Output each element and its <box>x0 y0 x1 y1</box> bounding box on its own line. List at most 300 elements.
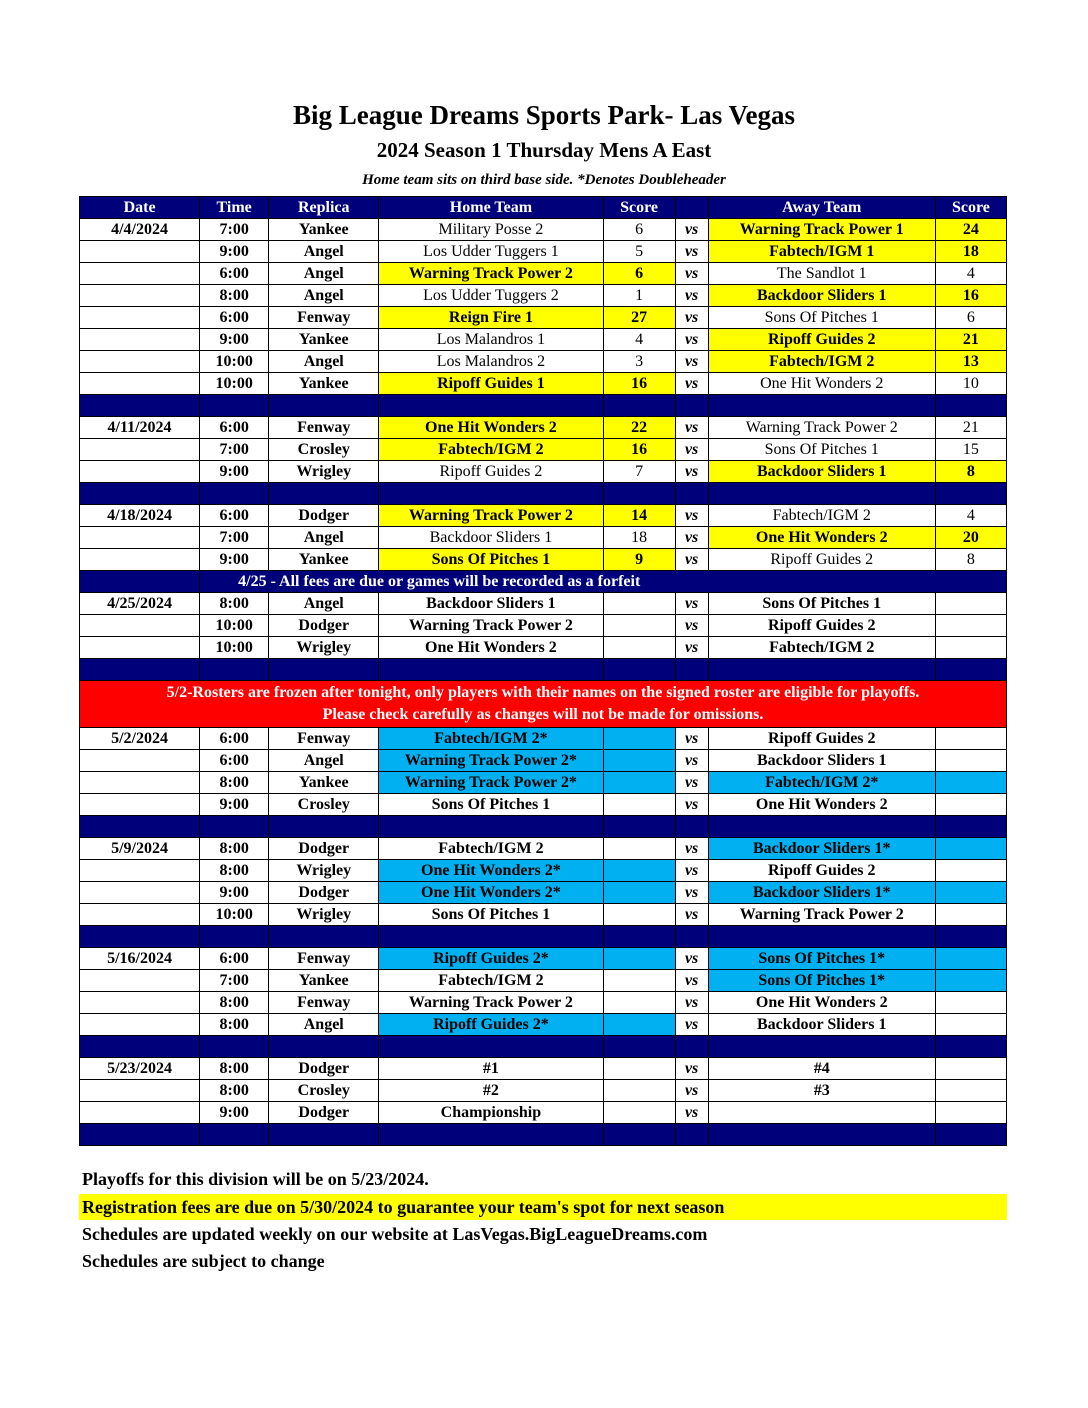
week-separator-row <box>80 659 1007 681</box>
table-row <box>80 263 1007 285</box>
roster-alert-line-1: 5/2-Rosters are frozen after tonight, only players with their names on the signed roster are eligible for playoffs. <box>166 684 920 701</box>
home-score: 6 <box>603 219 675 241</box>
away-score: 18 <box>935 241 1006 263</box>
table-row <box>80 772 1007 794</box>
home-team: One Hit Wonders 2 <box>379 417 603 439</box>
game-replica: Wrigley <box>269 860 379 882</box>
away-team: Backdoor Sliders 1* <box>708 838 935 860</box>
separator-cell <box>80 659 200 681</box>
home-score: 22 <box>603 417 675 439</box>
away-score <box>935 860 1006 882</box>
game-time: 6:00 <box>200 263 269 285</box>
separator-cell <box>603 1124 675 1146</box>
away-team: Backdoor Sliders 1 <box>708 750 935 772</box>
game-date <box>80 461 200 483</box>
home-team: Ripoff Guides 2* <box>379 1014 603 1036</box>
home-score: 5 <box>603 241 675 263</box>
schedule-table <box>79 196 1007 1146</box>
separator-cell <box>269 1036 379 1058</box>
game-replica: Angel <box>269 593 379 615</box>
table-row <box>80 970 1007 992</box>
col-away-team-header: Away Team <box>708 197 935 219</box>
away-team: Warning Track Power 2 <box>708 904 935 926</box>
table-row <box>80 285 1007 307</box>
game-time: 10:00 <box>200 351 269 373</box>
home-team: One Hit Wonders 2* <box>379 882 603 904</box>
separator-cell <box>935 659 1006 681</box>
table-row <box>80 1058 1007 1080</box>
game-date: 5/23/2024 <box>80 1058 200 1080</box>
vs-label: vs <box>675 593 708 615</box>
table-row <box>80 1080 1007 1102</box>
playoffs-note-text: Playoffs for this division will be on 5/23/2024. <box>82 1169 429 1189</box>
away-score: 15 <box>935 439 1006 461</box>
separator-cell <box>379 395 603 417</box>
away-score <box>935 904 1006 926</box>
vs-label: vs <box>675 1080 708 1102</box>
away-score <box>935 593 1006 615</box>
home-team: Warning Track Power 2* <box>379 772 603 794</box>
game-time: 9:00 <box>200 794 269 816</box>
game-replica: Fenway <box>269 307 379 329</box>
away-score <box>935 838 1006 860</box>
home-team: #2 <box>379 1080 603 1102</box>
separator-cell <box>80 1124 200 1146</box>
home-team: Los Malandros 2 <box>379 351 603 373</box>
table-row <box>80 794 1007 816</box>
table-row <box>80 373 1007 395</box>
separator-cell <box>80 395 200 417</box>
game-replica: Angel <box>269 263 379 285</box>
page-subtitle: 2024 Season 1 Thursday Mens A East <box>376 138 712 162</box>
home-score: 6 <box>603 263 675 285</box>
table-row <box>80 241 1007 263</box>
fees-banner: 4/25 - All fees are due or games will be recorded as a forfeit <box>200 571 1007 593</box>
table-row <box>80 439 1007 461</box>
separator-cell <box>708 395 935 417</box>
game-date <box>80 1080 200 1102</box>
game-date: 5/9/2024 <box>80 838 200 860</box>
away-team: #3 <box>708 1080 935 1102</box>
away-score <box>935 728 1006 750</box>
separator-cell <box>708 483 935 505</box>
game-time: 9:00 <box>200 549 269 571</box>
away-score: 4 <box>935 505 1006 527</box>
vs-label: vs <box>675 1058 708 1080</box>
roster-alert-row <box>80 681 1007 728</box>
separator-cell <box>935 483 1006 505</box>
game-replica: Dodger <box>269 882 379 904</box>
away-score: 16 <box>935 285 1006 307</box>
game-date: 5/2/2024 <box>80 728 200 750</box>
fees-banner-row <box>80 571 1007 593</box>
game-replica: Yankee <box>269 970 379 992</box>
separator-cell <box>708 1036 935 1058</box>
website-note <box>79 1221 1007 1247</box>
game-replica: Yankee <box>269 373 379 395</box>
vs-label: vs <box>675 794 708 816</box>
home-score: 7 <box>603 461 675 483</box>
game-replica: Dodger <box>269 838 379 860</box>
home-team: One Hit Wonders 2* <box>379 860 603 882</box>
game-replica: Dodger <box>269 1058 379 1080</box>
game-time: 7:00 <box>200 439 269 461</box>
away-team: Backdoor Sliders 1 <box>708 461 935 483</box>
col-time-header: Time <box>200 197 269 219</box>
home-score <box>603 750 675 772</box>
home-score <box>603 1058 675 1080</box>
game-date <box>80 263 200 285</box>
game-date <box>80 750 200 772</box>
game-date <box>80 527 200 549</box>
separator-cell <box>200 395 269 417</box>
game-date <box>80 615 200 637</box>
game-date <box>80 970 200 992</box>
table-row <box>80 1102 1007 1124</box>
home-score: 27 <box>603 307 675 329</box>
home-score <box>603 860 675 882</box>
game-date <box>80 329 200 351</box>
away-team <box>708 1102 935 1124</box>
separator-cell <box>379 483 603 505</box>
away-team: Ripoff Guides 2 <box>708 728 935 750</box>
away-score <box>935 1080 1006 1102</box>
home-team: Fabtech/IGM 2 <box>379 439 603 461</box>
table-row <box>80 527 1007 549</box>
game-replica: Yankee <box>269 772 379 794</box>
vs-label: vs <box>675 992 708 1014</box>
game-time: 9:00 <box>200 461 269 483</box>
game-date: 4/4/2024 <box>80 219 200 241</box>
vs-label: vs <box>675 307 708 329</box>
table-row <box>80 417 1007 439</box>
game-date: 5/16/2024 <box>80 948 200 970</box>
separator-cell <box>80 816 200 838</box>
away-score: 6 <box>935 307 1006 329</box>
away-score <box>935 615 1006 637</box>
away-score <box>935 882 1006 904</box>
game-replica: Wrigley <box>269 904 379 926</box>
game-replica: Wrigley <box>269 637 379 659</box>
away-team: Fabtech/IGM 2* <box>708 772 935 794</box>
table-row <box>80 615 1007 637</box>
vs-label: vs <box>675 549 708 571</box>
week-separator-row <box>80 483 1007 505</box>
separator-cell <box>603 816 675 838</box>
game-time: 10:00 <box>200 904 269 926</box>
game-time: 8:00 <box>200 285 269 307</box>
home-score <box>603 882 675 904</box>
website-note-text: Schedules are updated weekly on our website at LasVegas.BigLeagueDreams.com <box>82 1224 708 1244</box>
game-date <box>80 1102 200 1124</box>
game-date <box>80 794 200 816</box>
game-date <box>80 549 200 571</box>
vs-label: vs <box>675 505 708 527</box>
game-replica: Angel <box>269 750 379 772</box>
home-team: Fabtech/IGM 2 <box>379 838 603 860</box>
game-date <box>80 772 200 794</box>
game-replica: Crosley <box>269 1080 379 1102</box>
game-time: 8:00 <box>200 992 269 1014</box>
game-date <box>80 637 200 659</box>
vs-label: vs <box>675 351 708 373</box>
home-team: Backdoor Sliders 1 <box>379 593 603 615</box>
game-date <box>80 1014 200 1036</box>
separator-cell <box>603 659 675 681</box>
vs-label: vs <box>675 241 708 263</box>
game-time: 8:00 <box>200 860 269 882</box>
table-row <box>80 307 1007 329</box>
game-time: 10:00 <box>200 637 269 659</box>
separator-cell <box>379 1036 603 1058</box>
game-replica: Fenway <box>269 948 379 970</box>
away-team: Fabtech/IGM 1 <box>708 241 935 263</box>
away-score <box>935 1014 1006 1036</box>
home-team: Warning Track Power 2 <box>379 263 603 285</box>
separator-cell <box>935 1036 1006 1058</box>
table-row <box>80 728 1007 750</box>
home-score: 3 <box>603 351 675 373</box>
week-separator-row <box>80 816 1007 838</box>
game-time: 8:00 <box>200 1014 269 1036</box>
home-team: Warning Track Power 2 <box>379 615 603 637</box>
away-score <box>935 970 1006 992</box>
spacer-cell <box>80 571 200 593</box>
game-time: 9:00 <box>200 1102 269 1124</box>
away-team: Sons Of Pitches 1 <box>708 307 935 329</box>
home-team: #1 <box>379 1058 603 1080</box>
vs-label: vs <box>675 772 708 794</box>
away-team: Sons Of Pitches 1 <box>708 593 935 615</box>
away-team: One Hit Wonders 2 <box>708 373 935 395</box>
away-team: Ripoff Guides 2 <box>708 329 935 351</box>
table-row <box>80 329 1007 351</box>
game-replica: Angel <box>269 285 379 307</box>
away-score <box>935 1058 1006 1080</box>
away-team: Sons Of Pitches 1 <box>708 439 935 461</box>
home-team: Ripoff Guides 2 <box>379 461 603 483</box>
home-score <box>603 948 675 970</box>
game-replica: Yankee <box>269 549 379 571</box>
separator-cell <box>269 1124 379 1146</box>
home-team: Los Malandros 1 <box>379 329 603 351</box>
game-date <box>80 351 200 373</box>
game-date <box>80 439 200 461</box>
game-time: 10:00 <box>200 373 269 395</box>
away-team: One Hit Wonders 2 <box>708 794 935 816</box>
vs-label: vs <box>675 439 708 461</box>
home-team: Ripoff Guides 2* <box>379 948 603 970</box>
home-score <box>603 615 675 637</box>
separator-cell <box>200 816 269 838</box>
separator-cell <box>200 483 269 505</box>
game-replica: Fenway <box>269 728 379 750</box>
away-score <box>935 992 1006 1014</box>
table-row <box>80 593 1007 615</box>
game-time: 6:00 <box>200 948 269 970</box>
separator-cell <box>675 926 708 948</box>
col-away-score-header: Score <box>935 197 1006 219</box>
home-team: Ripoff Guides 1 <box>379 373 603 395</box>
game-date: 4/18/2024 <box>80 505 200 527</box>
separator-cell <box>379 1124 603 1146</box>
home-score <box>603 794 675 816</box>
separator-cell <box>708 659 935 681</box>
away-team: Fabtech/IGM 2 <box>708 351 935 373</box>
away-team: Ripoff Guides 2 <box>708 615 935 637</box>
game-replica: Fenway <box>269 992 379 1014</box>
game-date <box>80 285 200 307</box>
table-row <box>80 904 1007 926</box>
table-row <box>80 637 1007 659</box>
separator-cell <box>269 816 379 838</box>
table-row <box>80 860 1007 882</box>
week-separator-row <box>80 926 1007 948</box>
game-replica: Dodger <box>269 615 379 637</box>
table-row <box>80 1014 1007 1036</box>
home-team: Sons Of Pitches 1 <box>379 904 603 926</box>
separator-cell <box>80 926 200 948</box>
home-score: 14 <box>603 505 675 527</box>
game-replica: Fenway <box>269 417 379 439</box>
vs-label: vs <box>675 948 708 970</box>
away-team: Backdoor Sliders 1 <box>708 1014 935 1036</box>
game-replica: Angel <box>269 1014 379 1036</box>
separator-cell <box>603 395 675 417</box>
week-separator-row <box>80 395 1007 417</box>
table-row <box>80 992 1007 1014</box>
separator-cell <box>269 395 379 417</box>
home-score: 18 <box>603 527 675 549</box>
game-date <box>80 307 200 329</box>
away-team: Warning Track Power 2 <box>708 417 935 439</box>
game-time: 6:00 <box>200 750 269 772</box>
col-date-header: Date <box>80 197 200 219</box>
home-team: Warning Track Power 2 <box>379 992 603 1014</box>
game-replica: Angel <box>269 351 379 373</box>
vs-label: vs <box>675 417 708 439</box>
vs-label: vs <box>675 1014 708 1036</box>
away-team: Ripoff Guides 2 <box>708 860 935 882</box>
game-date <box>80 860 200 882</box>
away-score: 21 <box>935 329 1006 351</box>
away-team: Fabtech/IGM 2 <box>708 637 935 659</box>
home-score: 4 <box>603 329 675 351</box>
game-replica: Yankee <box>269 329 379 351</box>
separator-cell <box>80 483 200 505</box>
table-row <box>80 882 1007 904</box>
col-home-score-header: Score <box>603 197 675 219</box>
col-home-team-header: Home Team <box>379 197 603 219</box>
game-time: 9:00 <box>200 241 269 263</box>
game-date: 4/11/2024 <box>80 417 200 439</box>
away-score <box>935 772 1006 794</box>
separator-cell <box>379 926 603 948</box>
home-score <box>603 992 675 1014</box>
away-team: Backdoor Sliders 1* <box>708 882 935 904</box>
home-team: Military Posse 2 <box>379 219 603 241</box>
separator-cell <box>935 816 1006 838</box>
header-note: Home team sits on third base side. *Denotes Doubleheader <box>362 172 726 188</box>
table-row <box>80 750 1007 772</box>
home-score: 16 <box>603 439 675 461</box>
table-row <box>80 549 1007 571</box>
vs-label: vs <box>675 637 708 659</box>
separator-cell <box>80 1036 200 1058</box>
game-date <box>80 882 200 904</box>
game-replica: Angel <box>269 527 379 549</box>
away-score <box>935 637 1006 659</box>
vs-label: vs <box>675 728 708 750</box>
separator-cell <box>675 1036 708 1058</box>
table-row <box>80 505 1007 527</box>
separator-cell <box>675 816 708 838</box>
vs-label: vs <box>675 838 708 860</box>
separator-cell <box>200 926 269 948</box>
vs-label: vs <box>675 461 708 483</box>
header-row <box>80 197 1007 219</box>
vs-label: vs <box>675 329 708 351</box>
away-score: 24 <box>935 219 1006 241</box>
home-team: Sons Of Pitches 1 <box>379 794 603 816</box>
separator-cell <box>200 1124 269 1146</box>
away-team: One Hit Wonders 2 <box>708 992 935 1014</box>
separator-cell <box>935 395 1006 417</box>
away-team: Sons Of Pitches 1* <box>708 970 935 992</box>
home-team: Warning Track Power 2 <box>379 505 603 527</box>
away-score: 21 <box>935 417 1006 439</box>
separator-cell <box>675 483 708 505</box>
separator-cell <box>708 926 935 948</box>
game-replica: Yankee <box>269 219 379 241</box>
game-time: 6:00 <box>200 728 269 750</box>
home-score <box>603 728 675 750</box>
vs-label: vs <box>675 285 708 307</box>
home-team: Los Udder Tuggers 1 <box>379 241 603 263</box>
away-score <box>935 948 1006 970</box>
game-time: 8:00 <box>200 838 269 860</box>
game-time: 8:00 <box>200 1080 269 1102</box>
home-team: One Hit Wonders 2 <box>379 637 603 659</box>
home-score <box>603 1102 675 1124</box>
game-date <box>80 992 200 1014</box>
game-replica: Crosley <box>269 439 379 461</box>
home-score <box>603 904 675 926</box>
vs-label: vs <box>675 219 708 241</box>
playoffs-note <box>79 1166 1007 1192</box>
week-separator-row <box>80 1124 1007 1146</box>
separator-cell <box>269 926 379 948</box>
table-row <box>80 461 1007 483</box>
game-date: 4/25/2024 <box>80 593 200 615</box>
game-date <box>80 904 200 926</box>
col-vs-header <box>675 197 708 219</box>
home-team: Warning Track Power 2* <box>379 750 603 772</box>
week-separator-row <box>80 1036 1007 1058</box>
separator-cell <box>269 659 379 681</box>
away-team: #4 <box>708 1058 935 1080</box>
home-score: 16 <box>603 373 675 395</box>
away-team: The Sandlot 1 <box>708 263 935 285</box>
home-team: Backdoor Sliders 1 <box>379 527 603 549</box>
game-time: 7:00 <box>200 970 269 992</box>
home-team: Sons Of Pitches 1 <box>379 549 603 571</box>
table-row <box>80 219 1007 241</box>
away-score: 8 <box>935 461 1006 483</box>
game-time: 8:00 <box>200 1058 269 1080</box>
home-team: Reign Fire 1 <box>379 307 603 329</box>
vs-label: vs <box>675 1102 708 1124</box>
